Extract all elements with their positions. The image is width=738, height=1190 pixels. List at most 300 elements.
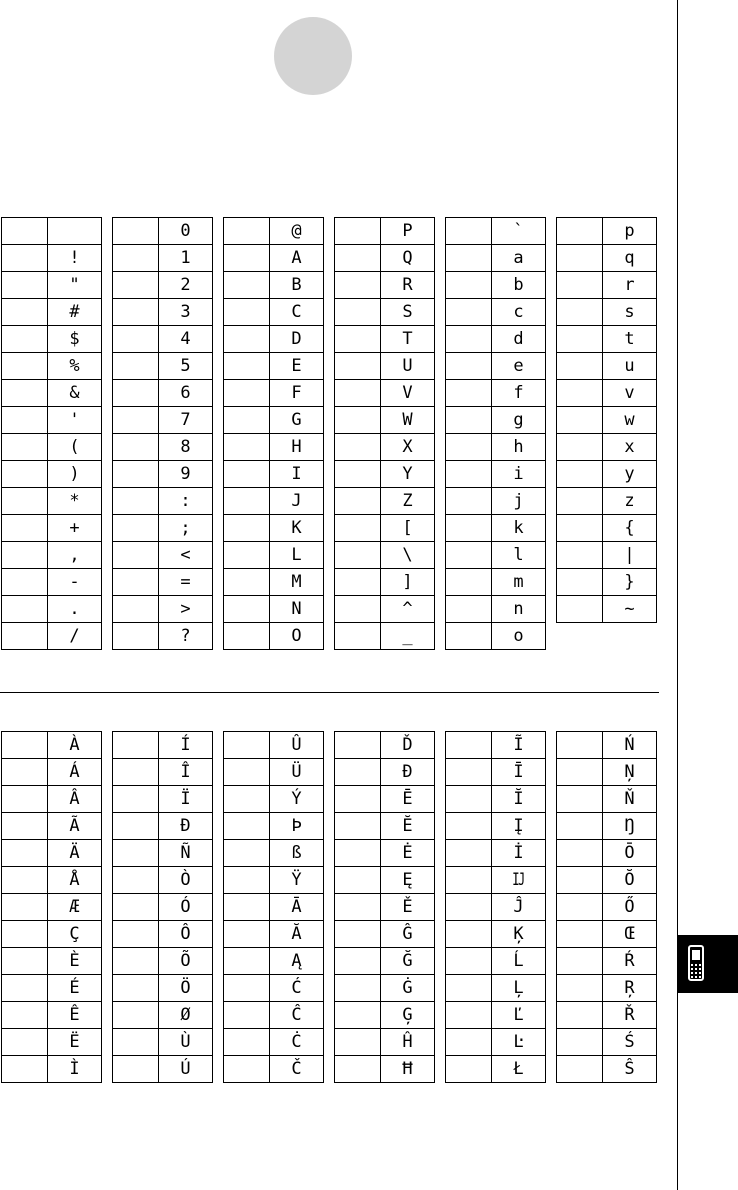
table-row	[446, 867, 546, 894]
code-cell	[557, 515, 603, 542]
character-cell: g	[492, 407, 546, 434]
table-row	[557, 218, 657, 245]
character-cell: 4	[159, 326, 213, 353]
character-cell: ,	[48, 542, 102, 569]
char-table-bottom-4	[334, 731, 435, 1083]
table-row	[224, 867, 324, 894]
character-cell: q	[603, 245, 657, 272]
table-row	[557, 1056, 657, 1083]
table-row	[113, 1002, 213, 1029]
code-cell	[224, 407, 270, 434]
table-row	[557, 921, 657, 948]
character-cell: X	[381, 434, 435, 461]
character-cell: G	[270, 407, 324, 434]
table-row	[224, 245, 324, 272]
table-row	[113, 623, 213, 650]
code-cell	[2, 596, 48, 623]
character-cell: 0	[159, 218, 213, 245]
code-cell	[113, 380, 159, 407]
character-cell: j	[492, 488, 546, 515]
character-cell: H	[270, 434, 324, 461]
code-cell	[113, 461, 159, 488]
character-cell: Ō	[603, 840, 657, 867]
table-row	[335, 948, 435, 975]
table-row	[446, 1029, 546, 1056]
code-cell	[113, 515, 159, 542]
table-row	[113, 488, 213, 515]
table-row	[557, 1029, 657, 1056]
character-cell: Á	[48, 759, 102, 786]
code-cell	[224, 623, 270, 650]
character-cell: O	[270, 623, 324, 650]
code-cell	[224, 326, 270, 353]
code-cell	[557, 948, 603, 975]
code-cell	[113, 272, 159, 299]
code-cell	[446, 272, 492, 299]
character-cell: Ð	[159, 813, 213, 840]
char-table-top-4	[334, 217, 435, 650]
table-row	[113, 786, 213, 813]
table-row	[224, 623, 324, 650]
character-cell: R	[381, 272, 435, 299]
character-cell: Į	[492, 813, 546, 840]
character-cell: x	[603, 434, 657, 461]
code-cell	[2, 975, 48, 1002]
character-cell: Ň	[603, 786, 657, 813]
character-cell: @	[270, 218, 324, 245]
character-cell: Í	[159, 732, 213, 759]
code-cell	[557, 813, 603, 840]
table-row	[2, 245, 102, 272]
code-cell	[113, 786, 159, 813]
character-cell: '	[48, 407, 102, 434]
table-row	[2, 1056, 102, 1083]
table-row	[2, 272, 102, 299]
table-row	[113, 380, 213, 407]
code-cell	[446, 948, 492, 975]
character-cell: k	[492, 515, 546, 542]
table-row	[113, 299, 213, 326]
character-cell: À	[48, 732, 102, 759]
code-cell	[224, 1002, 270, 1029]
table-row	[446, 461, 546, 488]
table-row	[224, 732, 324, 759]
code-cell	[2, 353, 48, 380]
code-cell	[335, 894, 381, 921]
table-row	[113, 867, 213, 894]
code-cell	[224, 840, 270, 867]
code-cell	[446, 569, 492, 596]
character-cell: Ķ	[492, 921, 546, 948]
character-cell: r	[603, 272, 657, 299]
table-row	[224, 948, 324, 975]
table-row	[113, 596, 213, 623]
code-cell	[335, 434, 381, 461]
code-cell	[2, 569, 48, 596]
table-row	[113, 1056, 213, 1083]
code-cell	[335, 461, 381, 488]
table-row	[224, 515, 324, 542]
table-row	[224, 921, 324, 948]
code-cell	[335, 515, 381, 542]
character-cell: Q	[381, 245, 435, 272]
code-cell	[446, 353, 492, 380]
code-cell	[557, 1002, 603, 1029]
code-cell	[335, 488, 381, 515]
character-cell: w	[603, 407, 657, 434]
character-cell: b	[492, 272, 546, 299]
character-cell: Ý	[270, 786, 324, 813]
code-cell	[113, 840, 159, 867]
character-cell: U	[381, 353, 435, 380]
code-cell	[557, 1056, 603, 1083]
code-cell	[446, 434, 492, 461]
character-cell: Ê	[48, 1002, 102, 1029]
code-cell	[113, 569, 159, 596]
character-cell: *	[48, 488, 102, 515]
character-cell: 1	[159, 245, 213, 272]
character-cell: Ŀ	[492, 1029, 546, 1056]
code-cell	[2, 1002, 48, 1029]
code-cell	[335, 786, 381, 813]
table-row	[557, 515, 657, 542]
character-cell: %	[48, 353, 102, 380]
character-cell: t	[603, 326, 657, 353]
table-row	[113, 353, 213, 380]
character-cell: )	[48, 461, 102, 488]
section-tab	[677, 935, 738, 993]
code-cell	[113, 813, 159, 840]
character-cell: ?	[159, 623, 213, 650]
character-cell: #	[48, 299, 102, 326]
table-row	[224, 975, 324, 1002]
code-cell	[113, 407, 159, 434]
table-row	[557, 488, 657, 515]
table-row	[113, 272, 213, 299]
code-cell	[557, 894, 603, 921]
table-row	[446, 921, 546, 948]
table-row	[2, 299, 102, 326]
character-cell: Đ	[381, 759, 435, 786]
character-cell: a	[492, 245, 546, 272]
character-cell: Ü	[270, 759, 324, 786]
code-cell	[335, 299, 381, 326]
table-row	[224, 299, 324, 326]
character-cell: [	[381, 515, 435, 542]
character-cell: Ě	[381, 894, 435, 921]
table-row	[2, 1029, 102, 1056]
code-cell	[446, 921, 492, 948]
character-cell: e	[492, 353, 546, 380]
table-row	[446, 380, 546, 407]
character-cell: 9	[159, 461, 213, 488]
code-cell	[557, 975, 603, 1002]
character-cell: Ä	[48, 840, 102, 867]
character-cell: Ï	[159, 786, 213, 813]
character-cell: Ă	[270, 921, 324, 948]
character-cell: Ó	[159, 894, 213, 921]
code-cell	[446, 488, 492, 515]
character-cell: ^	[381, 596, 435, 623]
code-cell	[2, 434, 48, 461]
code-cell	[224, 596, 270, 623]
table-row	[224, 353, 324, 380]
character-cell: Ľ	[492, 1002, 546, 1029]
margin-rule	[677, 0, 678, 1190]
character-cell: J	[270, 488, 324, 515]
character-cell: Č	[270, 1056, 324, 1083]
code-cell	[113, 434, 159, 461]
character-cell: h	[492, 434, 546, 461]
code-cell	[224, 948, 270, 975]
character-cell: Ġ	[381, 975, 435, 1002]
character-cell: Ÿ	[270, 867, 324, 894]
table-row	[335, 299, 435, 326]
table-row	[557, 353, 657, 380]
table-row	[557, 407, 657, 434]
table-row	[2, 786, 102, 813]
code-cell	[335, 245, 381, 272]
table-row	[224, 569, 324, 596]
code-cell	[446, 461, 492, 488]
table-row	[446, 1056, 546, 1083]
table-row	[113, 894, 213, 921]
code-cell	[335, 1002, 381, 1029]
character-cell: Ņ	[603, 759, 657, 786]
character-cell: ~	[603, 596, 657, 623]
table-row	[2, 840, 102, 867]
character-cell: Œ	[603, 921, 657, 948]
character-cell: Y	[381, 461, 435, 488]
table-row	[557, 596, 657, 623]
code-cell	[224, 759, 270, 786]
table-row	[2, 326, 102, 353]
character-cell: 8	[159, 434, 213, 461]
table-row	[446, 326, 546, 353]
code-cell	[446, 326, 492, 353]
table-row	[2, 407, 102, 434]
char-table-top-6	[556, 217, 657, 623]
code-cell	[446, 813, 492, 840]
character-cell: Ċ	[270, 1029, 324, 1056]
table-row	[335, 515, 435, 542]
character-cell: Õ	[159, 948, 213, 975]
table-row	[2, 948, 102, 975]
table-row	[446, 272, 546, 299]
character-cell: L	[270, 542, 324, 569]
table-row	[557, 569, 657, 596]
table-row	[335, 407, 435, 434]
character-cell: Ļ	[492, 975, 546, 1002]
code-cell	[113, 732, 159, 759]
table-row	[2, 975, 102, 1002]
character-cell: /	[48, 623, 102, 650]
code-cell	[224, 1029, 270, 1056]
character-cell: Ç	[48, 921, 102, 948]
character-cell: Ĳ	[492, 867, 546, 894]
table-row	[446, 569, 546, 596]
table-row	[557, 245, 657, 272]
table-row	[557, 813, 657, 840]
table-row	[2, 380, 102, 407]
table-row	[446, 434, 546, 461]
character-cell: Û	[270, 732, 324, 759]
char-table-bottom-3	[223, 731, 324, 1083]
character-cell: Ñ	[159, 840, 213, 867]
character-cell: Ę	[381, 867, 435, 894]
code-cell	[557, 596, 603, 623]
table-row	[113, 218, 213, 245]
table-row	[224, 1056, 324, 1083]
code-cell	[446, 1002, 492, 1029]
character-cell: F	[270, 380, 324, 407]
table-row	[446, 894, 546, 921]
code-cell	[113, 542, 159, 569]
code-cell	[224, 732, 270, 759]
code-cell	[335, 948, 381, 975]
table-row	[557, 786, 657, 813]
code-cell	[2, 840, 48, 867]
character-cell: c	[492, 299, 546, 326]
table-row	[446, 840, 546, 867]
table-row	[446, 353, 546, 380]
character-cell: I	[270, 461, 324, 488]
table-row	[335, 732, 435, 759]
character-cell: Ù	[159, 1029, 213, 1056]
calculator-icon	[688, 945, 704, 981]
table-row	[446, 596, 546, 623]
table-row	[335, 218, 435, 245]
character-cell: Ģ	[381, 1002, 435, 1029]
table-row	[446, 948, 546, 975]
table-row	[335, 813, 435, 840]
code-cell	[557, 245, 603, 272]
character-cell: Ŝ	[603, 1056, 657, 1083]
section-divider	[0, 692, 659, 693]
code-cell	[446, 299, 492, 326]
table-row	[446, 542, 546, 569]
code-cell	[113, 245, 159, 272]
code-cell	[2, 380, 48, 407]
character-cell: T	[381, 326, 435, 353]
code-cell	[113, 759, 159, 786]
code-cell	[2, 326, 48, 353]
character-cell: Ĕ	[381, 813, 435, 840]
character-cell: |	[603, 542, 657, 569]
table-row	[446, 1002, 546, 1029]
table-row	[224, 434, 324, 461]
code-cell	[224, 299, 270, 326]
character-cell: Ĉ	[270, 1002, 324, 1029]
code-cell	[335, 623, 381, 650]
code-cell	[2, 732, 48, 759]
character-cell: s	[603, 299, 657, 326]
code-cell	[2, 759, 48, 786]
code-cell	[446, 596, 492, 623]
table-row	[557, 542, 657, 569]
code-cell	[335, 218, 381, 245]
table-row	[335, 759, 435, 786]
code-cell	[557, 732, 603, 759]
character-cell: {	[603, 515, 657, 542]
table-row	[557, 894, 657, 921]
table-row	[2, 353, 102, 380]
character-cell: >	[159, 596, 213, 623]
character-cell: Ā	[270, 894, 324, 921]
code-cell	[557, 542, 603, 569]
code-cell	[557, 921, 603, 948]
table-row	[113, 732, 213, 759]
code-cell	[335, 380, 381, 407]
code-cell	[2, 299, 48, 326]
code-cell	[557, 353, 603, 380]
character-cell: Ŗ	[603, 975, 657, 1002]
character-cell: <	[159, 542, 213, 569]
code-cell	[224, 461, 270, 488]
code-cell	[557, 461, 603, 488]
char-table-top-1	[1, 217, 102, 650]
character-cell: A	[270, 245, 324, 272]
character-cell: Ą	[270, 948, 324, 975]
code-cell	[224, 975, 270, 1002]
character-cell: Ò	[159, 867, 213, 894]
code-cell	[335, 407, 381, 434]
character-cell: Ã	[48, 813, 102, 840]
table-row	[557, 326, 657, 353]
character-cell: Ĭ	[492, 786, 546, 813]
character-cell: Ń	[603, 732, 657, 759]
table-row	[113, 461, 213, 488]
character-cell: Ś	[603, 1029, 657, 1056]
table-row	[113, 759, 213, 786]
table-row	[113, 813, 213, 840]
table-row	[2, 894, 102, 921]
table-row	[2, 542, 102, 569]
table-row	[557, 948, 657, 975]
code-cell	[335, 1029, 381, 1056]
character-cell: M	[270, 569, 324, 596]
character-cell	[48, 218, 102, 245]
code-cell	[446, 894, 492, 921]
code-cell	[335, 813, 381, 840]
code-cell	[2, 623, 48, 650]
code-cell	[113, 326, 159, 353]
character-cell: Ô	[159, 921, 213, 948]
character-cell: S	[381, 299, 435, 326]
table-row	[2, 434, 102, 461]
character-cell: n	[492, 596, 546, 623]
code-cell	[113, 1002, 159, 1029]
code-cell	[2, 218, 48, 245]
code-cell	[224, 434, 270, 461]
table-row	[113, 407, 213, 434]
character-cell: v	[603, 380, 657, 407]
character-cell: \	[381, 542, 435, 569]
table-row	[557, 867, 657, 894]
code-cell	[113, 596, 159, 623]
code-cell	[113, 488, 159, 515]
table-row	[224, 461, 324, 488]
table-row	[224, 542, 324, 569]
code-cell	[446, 623, 492, 650]
code-cell	[335, 867, 381, 894]
code-cell	[557, 488, 603, 515]
table-row	[113, 840, 213, 867]
character-cell: Ĩ	[492, 732, 546, 759]
character-cell: W	[381, 407, 435, 434]
character-cell: Z	[381, 488, 435, 515]
code-cell	[224, 921, 270, 948]
